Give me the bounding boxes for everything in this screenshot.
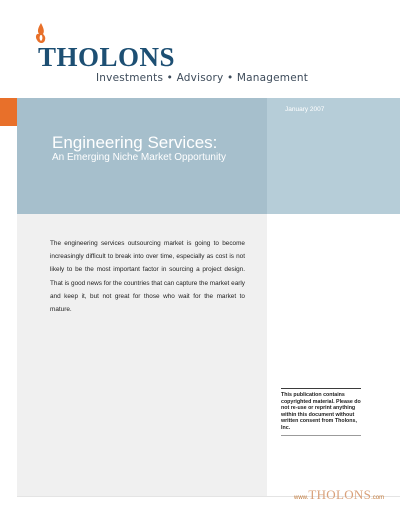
orange-accent-bar (0, 98, 17, 126)
website-prefix: www. (294, 495, 309, 501)
publication-date: January 2007 (285, 106, 325, 113)
notice-top-rule (281, 388, 361, 389)
tagline: Investments • Advisory • Management (96, 72, 309, 84)
document-title: Engineering Services: (52, 133, 218, 152)
banner-side-panel (267, 98, 400, 214)
copyright-notice: This publication contains copyrighted material. Please do not re-use or reprint anything within this document without written consent from Tholons, Inc. (281, 392, 361, 431)
notice-bottom-rule (281, 435, 361, 436)
header (0, 0, 400, 97)
website-suffix: .com (371, 495, 385, 501)
website-name: THOLONS (308, 487, 372, 502)
logo-wordmark: THOLONS (38, 42, 176, 72)
intro-paragraph: The engineering services outsourcing market is going to become increasingly difficult to break into over time, especially as cost is not likely to be the most important factor in sourcing a project design. That is good news for the countries that can capture the market early and keep it, but not great for those who wait for the market to mature. (50, 240, 245, 314)
document-subtitle: An Emerging Niche Market Opportunity (52, 152, 226, 163)
website-link[interactable] (294, 487, 384, 503)
